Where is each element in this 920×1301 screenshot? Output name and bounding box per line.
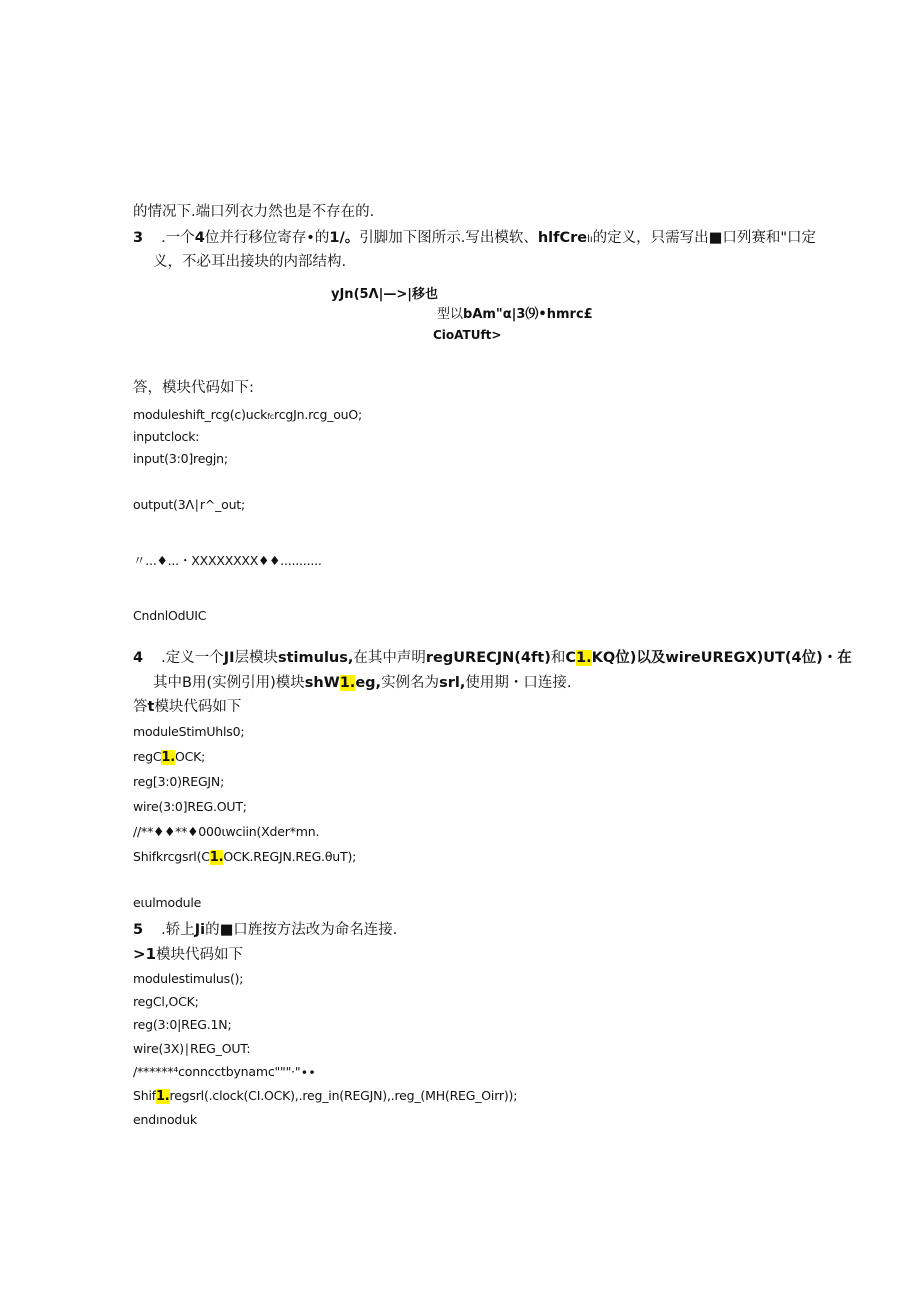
code-line: CndnlOdUIC — [133, 608, 207, 623]
highlight: 1. — [209, 850, 224, 865]
highlight: 1. — [161, 750, 176, 765]
code-line: moduleStimUhls0; — [133, 724, 245, 739]
code-line: wire(3:0]REG.OUT; — [133, 799, 247, 814]
intro-line: 的情况下.端口列衣力然也是不存在的. — [133, 204, 375, 220]
highlight: 1. — [576, 650, 592, 666]
code-line: eιulmodule — [133, 895, 202, 910]
code-line: Shif1.regsrl(.clock(CI.OCK),.reg_in(REGJN),.reg_(MH(REG_Oirr)); — [133, 1088, 518, 1104]
question-number: 4 — [133, 650, 144, 666]
code-comment-line: 〃...♦...・XXXXXXXX♦♦........... — [133, 553, 322, 568]
code-line: reg[3:0)REGJN; — [133, 774, 225, 789]
answer-5-heading: >1模块代码如下 — [133, 945, 244, 963]
code-line: wire(3X)∣REG_OUT: — [133, 1041, 251, 1056]
code-line: regCl,OCK; — [133, 994, 199, 1009]
diagram-label-input: yJn(5Λ|—>|移也 — [331, 287, 439, 302]
question-3-line-2: 义，不必耳出接块的内部结构. — [153, 254, 347, 270]
code-line: input(3:0]regjn; — [133, 451, 228, 466]
code-line: endınoduk — [133, 1112, 197, 1127]
code-comment-line: //**♦♦**♦000ιwciin(Xder*mn. — [133, 824, 320, 839]
answer-4-heading: 答t模块代码如下 — [133, 699, 242, 715]
code-line: inputclock: — [133, 429, 200, 444]
question-4-line-2: 其中B用(实例引用)模块shW1.eg,实例名为srl,使用期・口连接. — [153, 675, 572, 691]
code-comment-line: /******⁴conncctbynamc"""·"∙∙ — [133, 1064, 316, 1079]
question-4-line-1: 4 .定义一个JI层模块stimulus,在其中声明regURECJN(4ft)和C1.KQ位)以及wireUREGX)UT(4位)・在 — [133, 650, 852, 666]
question-3-line-1: 3 .一个4位并行移位寄存•的1/。引脚加下图所示.写出模软、hlfCrelı的定义，只需写出■口列赛和"口定 — [133, 230, 817, 246]
diagram-label-output: 型以bAm"α|3⑼•hmrc£ — [437, 307, 593, 322]
question-5-line-1: 5 .轿上Ji的■口旌按方法改为命名连接. — [133, 922, 398, 938]
code-line: reg(3:0|REG.1N; — [133, 1017, 232, 1032]
diagram-label-clock: CioATUft> — [433, 328, 502, 342]
answer-3-heading: 答，模块代码如下: — [133, 380, 254, 396]
code-line: Shifkrcgsrl(C1.OCK.REGJN.REG.θuT); — [133, 849, 357, 865]
highlight: 1. — [155, 1089, 170, 1104]
highlight: 1. — [339, 675, 356, 691]
code-line: output(3Λ∣r^_out; — [133, 497, 246, 512]
code-line: moduleshift_rcg(c)uckfcrcgJn.rcg_ouO; — [133, 407, 363, 422]
code-line: modulestimulus(); — [133, 971, 244, 986]
code-line: regC1.OCK; — [133, 749, 206, 765]
question-number: 5 — [133, 922, 144, 938]
question-number: 3 — [133, 230, 144, 246]
